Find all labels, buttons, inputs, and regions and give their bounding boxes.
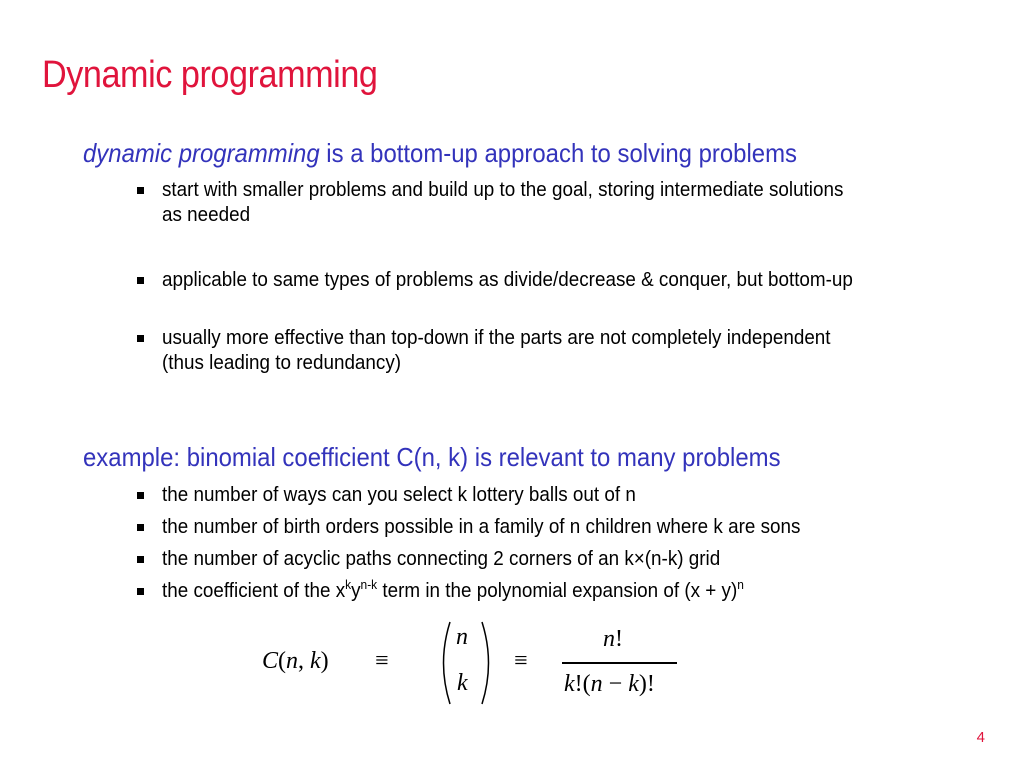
bullet-text: start with smaller problems and build up to the goal, storing intermediate solutions as needed — [162, 178, 844, 226]
list-item — [137, 267, 927, 292]
bullet-square-icon — [137, 556, 144, 563]
formula-var-n: n — [590, 671, 603, 697]
formula-var-k: k — [628, 671, 639, 697]
fraction-bar — [562, 662, 677, 664]
bullet-text-part: y — [351, 579, 361, 602]
bullet-text-part: term in the polynomial expansion of (x + y) — [377, 579, 738, 602]
binomial-formula — [262, 618, 692, 708]
bullet-text — [162, 578, 866, 603]
formula-var-k: k — [564, 671, 575, 697]
bullet-text: the number of acyclic paths connecting 2 corners of an k×(n-k) grid — [162, 547, 721, 570]
list-item — [137, 325, 927, 375]
bullet-square-icon — [137, 524, 144, 531]
formula-factorial-paren: !( — [574, 671, 591, 697]
list-item — [137, 514, 927, 539]
bullet-square-icon — [137, 335, 144, 342]
bullet-square-icon — [137, 588, 144, 595]
bullet-text: the number of ways can you select k lottery balls out of n — [162, 483, 636, 506]
bullet-square-icon — [137, 277, 144, 284]
bullet-square-icon — [137, 187, 144, 194]
formula-var-k: k — [310, 648, 321, 674]
bullet-text-part: the coefficient of the x — [162, 579, 346, 602]
binomial-bottom-k: k — [457, 670, 468, 696]
formula-factorial: ! — [615, 626, 623, 652]
section-heading-1 — [83, 137, 797, 169]
formula-paren: ) — [320, 648, 329, 674]
fraction-denominator — [564, 671, 655, 698]
bullet-text: applicable to same types of problems as divide/decrease & conquer, but bottom-up — [162, 268, 853, 291]
section-heading-2: example: binomial coefficient C(n, k) is relevant to many problems — [83, 442, 781, 472]
superscript-k: k — [345, 577, 352, 592]
list-item — [137, 578, 927, 603]
equivalence-symbol: ≡ — [375, 648, 389, 674]
formula-lhs — [262, 648, 329, 675]
formula-comma: , — [298, 648, 311, 674]
bullet-text: usually more effective than top-down if the parts are not completely independent (thus leading to redundancy) — [162, 326, 831, 374]
superscript-n-k: n-k — [360, 577, 378, 592]
heading-rest: is a bottom-up approach to solving problems — [319, 138, 797, 168]
binomial-top-n: n — [456, 624, 468, 650]
list-item — [137, 177, 927, 227]
formula-paren-factorial: )! — [638, 671, 655, 697]
heading-term: dynamic programming — [83, 138, 320, 168]
list-item — [137, 482, 927, 507]
equivalence-symbol: ≡ — [514, 648, 528, 674]
fraction-numerator — [603, 626, 623, 653]
formula-symbol-C: C — [262, 648, 279, 674]
formula-minus: − — [602, 671, 629, 697]
page-number: 4 — [976, 729, 985, 746]
superscript-n: n — [737, 577, 744, 592]
list-item — [137, 546, 927, 571]
slide-title: Dynamic programming — [42, 54, 378, 96]
formula-paren: ( — [278, 648, 287, 674]
bullet-text: the number of birth orders possible in a family of n children where k are sons — [162, 515, 801, 538]
formula-var-n: n — [603, 626, 615, 652]
formula-var-n: n — [286, 648, 299, 674]
bullet-square-icon — [137, 492, 144, 499]
